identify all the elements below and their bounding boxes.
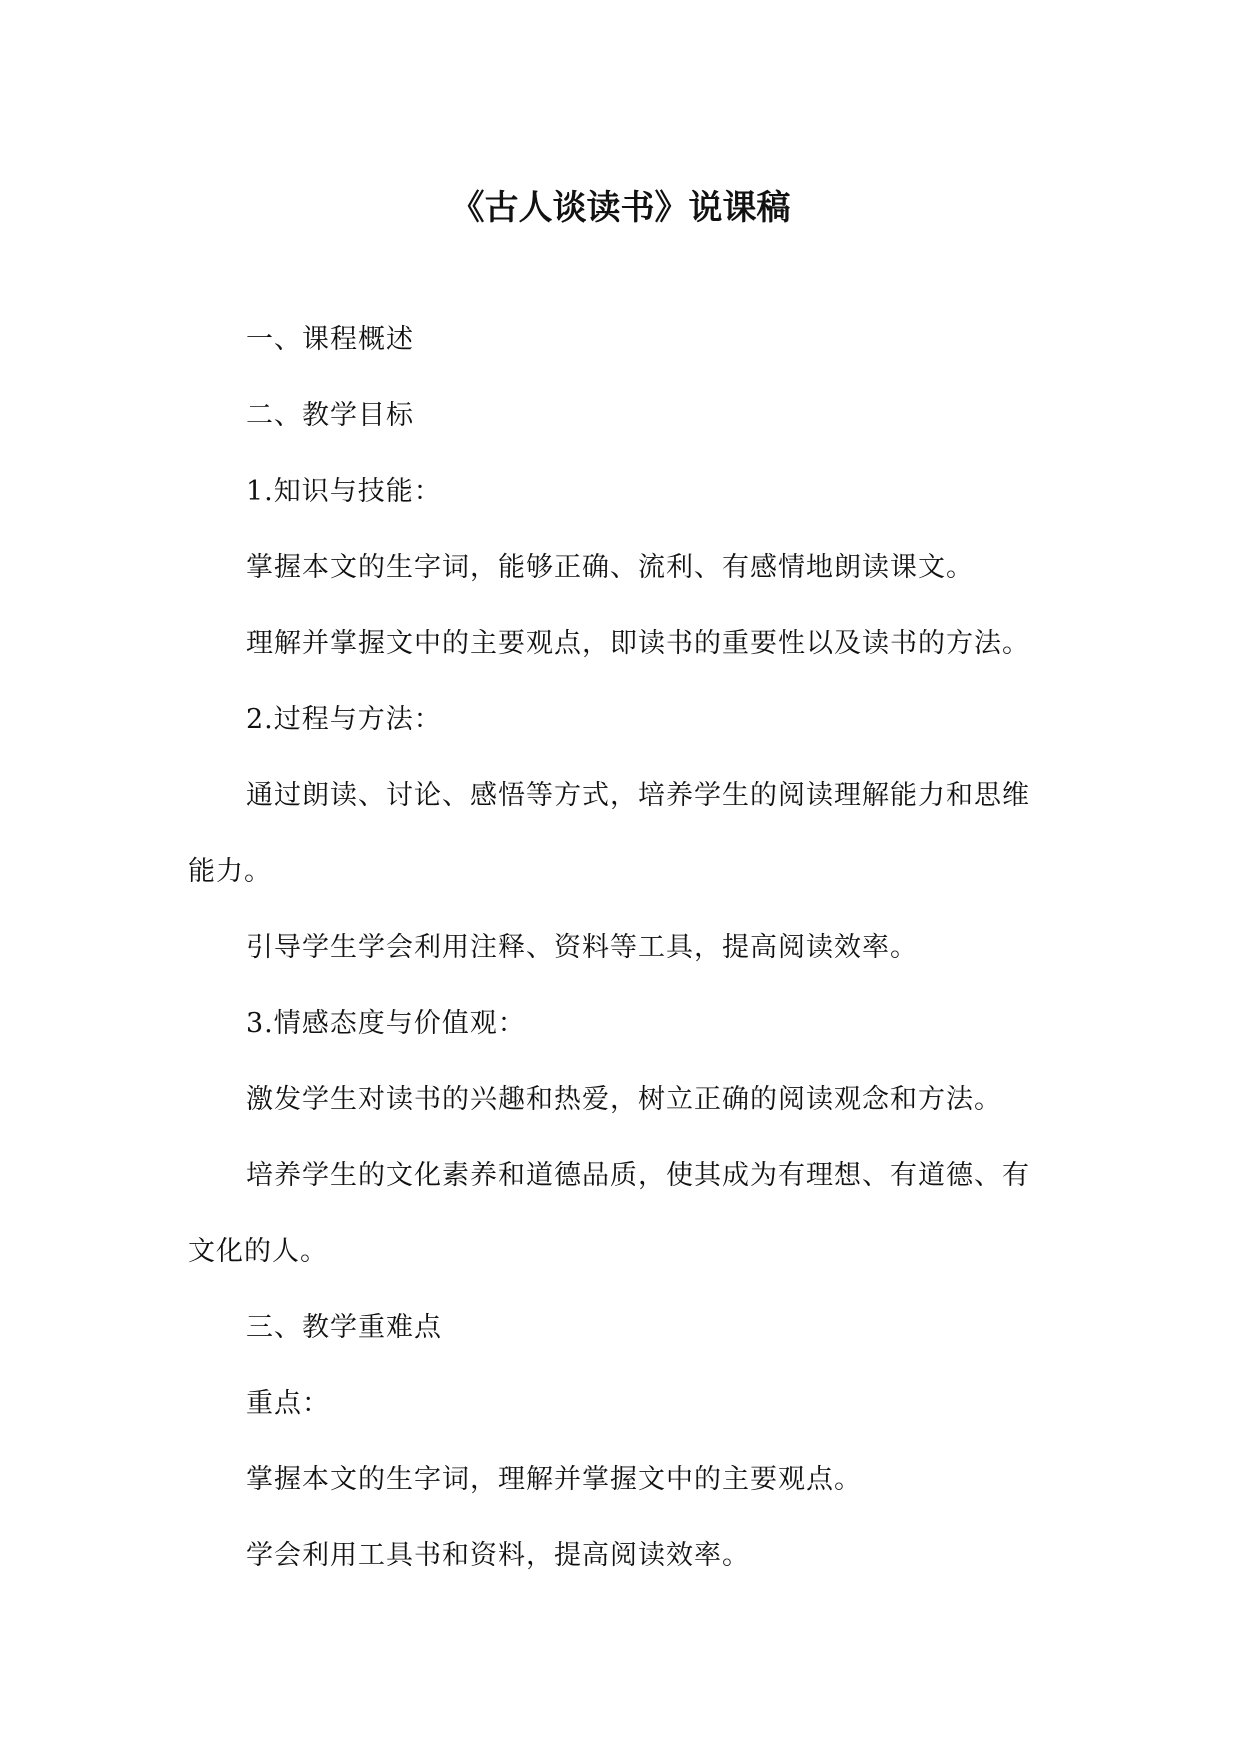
paragraph: 引导学生学会利用注释、资料等工具，提高阅读效率。 <box>246 932 918 963</box>
paragraph: 学会利用工具书和资料，提高阅读效率。 <box>246 1540 750 1571</box>
section-heading-key-points: 三、教学重难点 <box>246 1312 442 1343</box>
subheading-emotion-values: 3.情感态度与价值观： <box>246 1008 526 1039</box>
document-body <box>188 302 1053 1594</box>
paragraph: 通过朗读、讨论、感悟等方式，培养学生的阅读理解能力和思维能力。 <box>188 780 1030 887</box>
document-title: 《古人谈读书》说课稿 <box>450 188 791 228</box>
paragraph: 培养学生的文化素养和道德品质，使其成为有理想、有道德、有文化的人。 <box>188 1160 1030 1267</box>
paragraph: 理解并掌握文中的主要观点，即读书的重要性以及读书的方法。 <box>246 628 1030 659</box>
section-heading-objectives: 二、教学目标 <box>246 400 414 431</box>
subheading-key-point: 重点： <box>246 1388 330 1419</box>
paragraph: 掌握本文的生字词，理解并掌握文中的主要观点。 <box>246 1464 862 1495</box>
subheading-knowledge-skills: 1.知识与技能： <box>246 476 442 507</box>
section-heading-overview: 一、课程概述 <box>246 324 414 355</box>
subheading-process-methods: 2.过程与方法： <box>246 704 442 735</box>
paragraph: 激发学生对读书的兴趣和热爱，树立正确的阅读观念和方法。 <box>246 1084 1002 1115</box>
paragraph: 掌握本文的生字词，能够正确、流利、有感情地朗读课文。 <box>246 552 974 583</box>
